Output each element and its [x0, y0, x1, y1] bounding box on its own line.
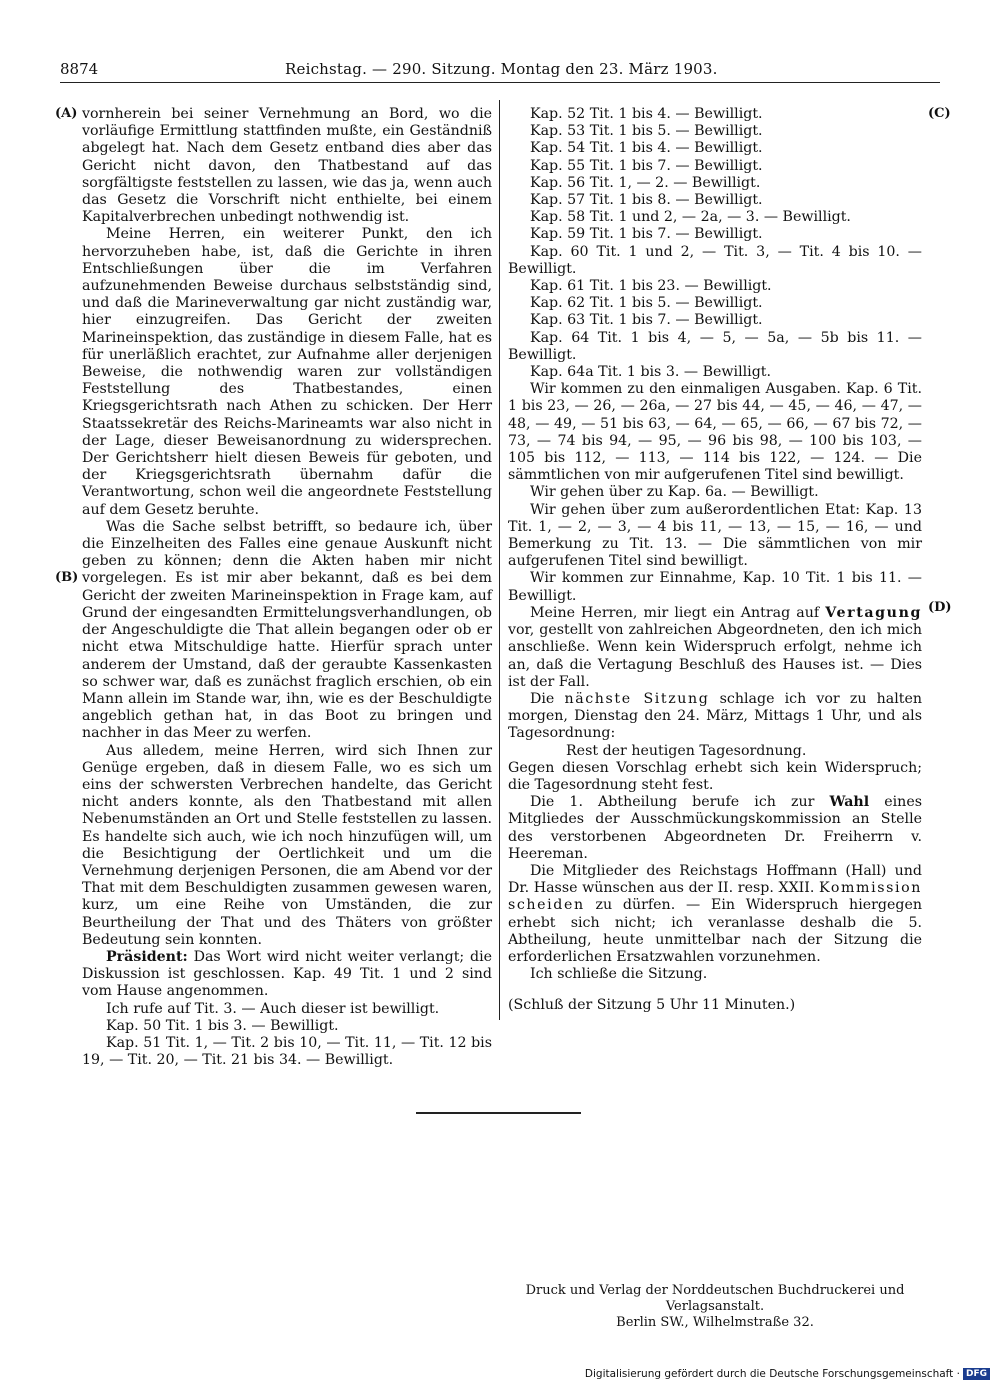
- item-line: Kap. 52 Tit. 1 bis 4. — Bewilligt.: [530, 106, 763, 122]
- paragraph: Meine Herren, ein weiterer Punkt, den ich hervorzuheben habe, ist, daß die Gerichte in ihren Entschließungen über die im Verfahren aufzunehmenden Beweise durchaus selbstständig sind, und daß die Marineverwaltung gar nicht zuständig war, hier einzugreifen. Das Gericht der zweiten Marineinspektion, das zuständige in diesem Falle, hat es für unerläßlich erachtet, zur Aufnahme aller derjenigen Beweise, die nothwendig waren zur vollständigen Feststellung des Thatbestandes, einen Kriegsgerichtsrath nach Athen zu schicken. Der Herr Staatssekretär des Reichs-Marineamts war also nicht in der Lage, dieser Beweisanordnung zu widersprechen. Der Gerichtsherr hielt diesen Beweis für geboten, und der Kriegsgerichtsrath übernahm dafür die Verantwortung, schon weil die angeordnete Feststellung auf dem Gesetz beruhte.: [82, 226, 492, 518]
- imprint-line: Berlin SW., Wilhelmstraße 32.: [616, 1315, 814, 1330]
- margin-marker-c: (C): [928, 106, 951, 121]
- emphasis: Vertagung: [825, 604, 923, 621]
- paragraph: vornherein bei seiner Vernehmung an Bord, wo die vorläufige Ermittlung stattfinden mußte, ein Geständniß abgelegt hat. Nach dem Gesetz entband dies aber das Gericht nicht davon, den Thatbestand auf das sorgfältigste feststellen zu lassen, wie das ja, wenn auch das Gesetz die Vorschrift nicht enthielte, bei einem Kapitalverbrechen unbedingt nothwendig ist.: [82, 106, 492, 226]
- paragraph: Aus alledem, meine Herren, wird sich Ihnen zur Genüge ergeben, daß in diesem Falle, wo es sich um eins der schwersten Verbrechen handelte, das Gericht nicht anders konnte, als den Thatbestand mit allen Nebenumständen an Ort und Stelle feststellen zu lassen. Es handelte sich auch, wie ich noch hinzufügen will, um die Besichtigung der Oertlichkeit und um die Vernehmung derjenigen Personen, die am Abend vor der That mit dem Beschuldigten zusammen gewesen waren, kurz, um eine Reihe von Umständen, die zur Beurtheilung der That und des Thäters von größter Bedeutung sein konnten.: [82, 742, 492, 948]
- session-end-note: (Schluß der Sitzung 5 Uhr 11 Minuten.): [508, 997, 796, 1014]
- paragraph: Wir kommen zu den einmaligen Ausgaben. Kap. 6 Tit. 1 bis 23, — 26, — 26a, — 27 bis 44, — 45, — 46, — 47, — 48, — 49, — 51 bis 63, — 64, — 65, — 66, — 67 bis 72, — 73, — 74 bis 94, — 95, — 96 bis 98, — 100 bis 103, — 105 bis 112, — 113, — 114 bis 122, — 124. — Die sämmtlichen von mir aufgerufenen Titel sind bewilligt.: [508, 381, 922, 484]
- digitization-note: [585, 1368, 990, 1380]
- item-line: Kap. 64a Tit. 1 bis 3. — Bewilligt.: [530, 364, 772, 381]
- text-run: Die Mitglieder des Reichstags Hoffmann (Hall) und Dr. Hasse wünschen aus der II. resp. XXII.: [508, 862, 922, 897]
- margin-marker-a: (A): [55, 106, 78, 121]
- header-rule: [60, 82, 940, 83]
- text-run: Meine Herren, mir liegt ein Antrag auf: [530, 604, 820, 621]
- dfg-logo: DFG: [963, 1368, 990, 1380]
- members-paragraph: [508, 863, 922, 966]
- digitization-text: Digitalisierung gefördert durch die Deutsche Forschungsgemeinschaft ·: [584, 1368, 960, 1380]
- item-line: Wir gehen über zu Kap. 6a. — Bewilligt.: [530, 484, 819, 501]
- emphasis: Kommission scheiden: [508, 880, 922, 914]
- agenda-item: Rest der heutigen Tagesordnung.: [566, 742, 807, 759]
- text-run: Die 1. Abtheilung berufe ich zur: [530, 794, 815, 811]
- text-run: Die: [530, 690, 555, 707]
- item-line: Kap. 61 Tit. 1 bis 23. — Bewilligt.: [530, 278, 772, 295]
- text-run: zu dürfen. — Ein Widerspruch hiergegen erhebt sich nicht; ich veranlasse deshalb die 5. Abtheilung, heute unmittelbar nach der Sitzung die erforderlichen Ersatzwahlen vorzunehmen.: [508, 897, 923, 965]
- right-column: [508, 106, 922, 1015]
- item-line: Kap. 55 Tit. 1 bis 7. — Bewilligt.: [530, 157, 763, 174]
- item-line: Kap. 62 Tit. 1 bis 5. — Bewilligt.: [530, 295, 763, 312]
- text-run: eines Mitgliedes der Ausschmückungskommission an Stelle des verstorbenen Abgeordneten Dr. Freiherrn v. Heereman.: [508, 794, 922, 862]
- page-number: 8874: [60, 60, 99, 78]
- imprint-line: Druck und Verlag der Norddeutschen Buchdruckerei und Verlagsanstalt.: [525, 1283, 905, 1314]
- column-divider: [499, 100, 500, 1020]
- item-line: Kap. 60 Tit. 1 und 2, — Tit. 3, — Tit. 4 bis 10. — Bewilligt.: [508, 243, 922, 277]
- paragraph: Was die Sache selbst betrifft, so bedaure ich, über die Einzelheiten des Falles eine genaue Auskunft nicht geben zu können; denn die Akten haben mir nicht vorgelegen. Es ist mir aber bekannt, daß es bei dem Gericht der zweiten Marineinspektion in Frage kam, auf Grund der eingesandten Ermittelungsverhandlungen, ob der Angeschuldigte die That allein begangen oder ob er nicht etwa Mitschuldige hatte. Hierfür sprach unter anderem der Umstand, daß der geraubte Kassenkasten so schwer war, daß es zunächst fraglich erschien, ob ein Mann allein im Stande war, ihn, wie es der Beschuldigte angeblich gethan hat, in das Boot zu bringen und nachher in das Meer zu werfen.: [82, 518, 492, 742]
- vertagung-paragraph: [508, 605, 922, 691]
- item-line: Kap. 51 Tit. 1, — Tit. 2 bis 10, — Tit. 11, — Tit. 12 bis 19, — Tit. 20, — Tit. 21 bis 34. — Bewilligt.: [82, 1034, 492, 1069]
- item-line: Kap. 50 Tit. 1 bis 3. — Bewilligt.: [106, 1017, 339, 1034]
- item-line: Kap. 59 Tit. 1 bis 7. — Bewilligt.: [530, 226, 763, 243]
- item-line: Kap. 56 Tit. 1, — 2. — Bewilligt.: [530, 174, 761, 191]
- item-line: Kap. 54 Tit. 1 bis 4. — Bewilligt.: [530, 140, 763, 157]
- end-rule: [416, 1112, 581, 1114]
- item-line: Kap. 64 Tit. 1 bis 4, — 5, — 5a, — 5b bis 11. — Bewilligt.: [508, 329, 922, 363]
- closing-statement: Ich schließe die Sitzung.: [530, 966, 708, 983]
- running-title: Reichstag. — 290. Sitzung. Montag den 23. März 1903.: [285, 60, 718, 78]
- margin-marker-d: (D): [928, 600, 952, 615]
- paragraph: Gegen diesen Vorschlag erhebt sich kein Widerspruch; die Tagesordnung steht fest.: [508, 759, 922, 793]
- next-session-paragraph: [508, 691, 922, 743]
- election-paragraph: [508, 794, 922, 863]
- item-line: Ich rufe auf Tit. 3. — Auch dieser ist bewilligt.: [106, 1000, 440, 1017]
- speaker-label: Präsident:: [106, 948, 188, 965]
- text-run: vor, gestellt von zahlreichen Abgeordneten, den ich mich anschließe. Wenn kein Widerspruch erfolgt, nehme ich an, daß die Vertagung Beschluß des Hauses ist. — Dies ist der Fall.: [508, 622, 922, 690]
- president-text: Das Wort wird nicht weiter verlangt; die Diskussion ist geschlossen. Kap. 49 Tit. 1 und 2 sind vom Hause angenommen.: [82, 948, 493, 1000]
- imprint: [500, 1283, 930, 1331]
- text-run: schlage ich vor zu halten morgen, Dienstag den 24. März, Mittags 1 Uhr, und als Tagesordnung:: [508, 690, 922, 742]
- left-column: [82, 106, 492, 1069]
- emphasis: Wahl: [829, 794, 870, 811]
- page-header: [60, 60, 940, 84]
- emphasis: nächste Sitzung: [564, 690, 710, 707]
- item-line: Kap. 63 Tit. 1 bis 7. — Bewilligt.: [530, 312, 763, 329]
- item-line: Kap. 57 Tit. 1 bis 8. — Bewilligt.: [530, 192, 763, 209]
- item-line: Kap. 58 Tit. 1 und 2, — 2a, — 3. — Bewilligt.: [530, 209, 851, 226]
- item-line: Wir kommen zur Einnahme, Kap. 10 Tit. 1 bis 11. — Bewilligt.: [508, 570, 922, 604]
- president-statement: [82, 949, 492, 1001]
- paragraph: Wir gehen über zum außerordentlichen Etat: Kap. 13 Tit. 1, — 2, — 3, — 4 bis 11, — 13, — 15, — 16, — und Bemerkung zu Tit. 13. — Die sämmtlichen von mir aufgerufenen Titel sind bewilligt.: [508, 501, 922, 570]
- item-line: Kap. 53 Tit. 1 bis 5. — Bewilligt.: [530, 123, 763, 140]
- margin-marker-b: (B): [55, 570, 79, 585]
